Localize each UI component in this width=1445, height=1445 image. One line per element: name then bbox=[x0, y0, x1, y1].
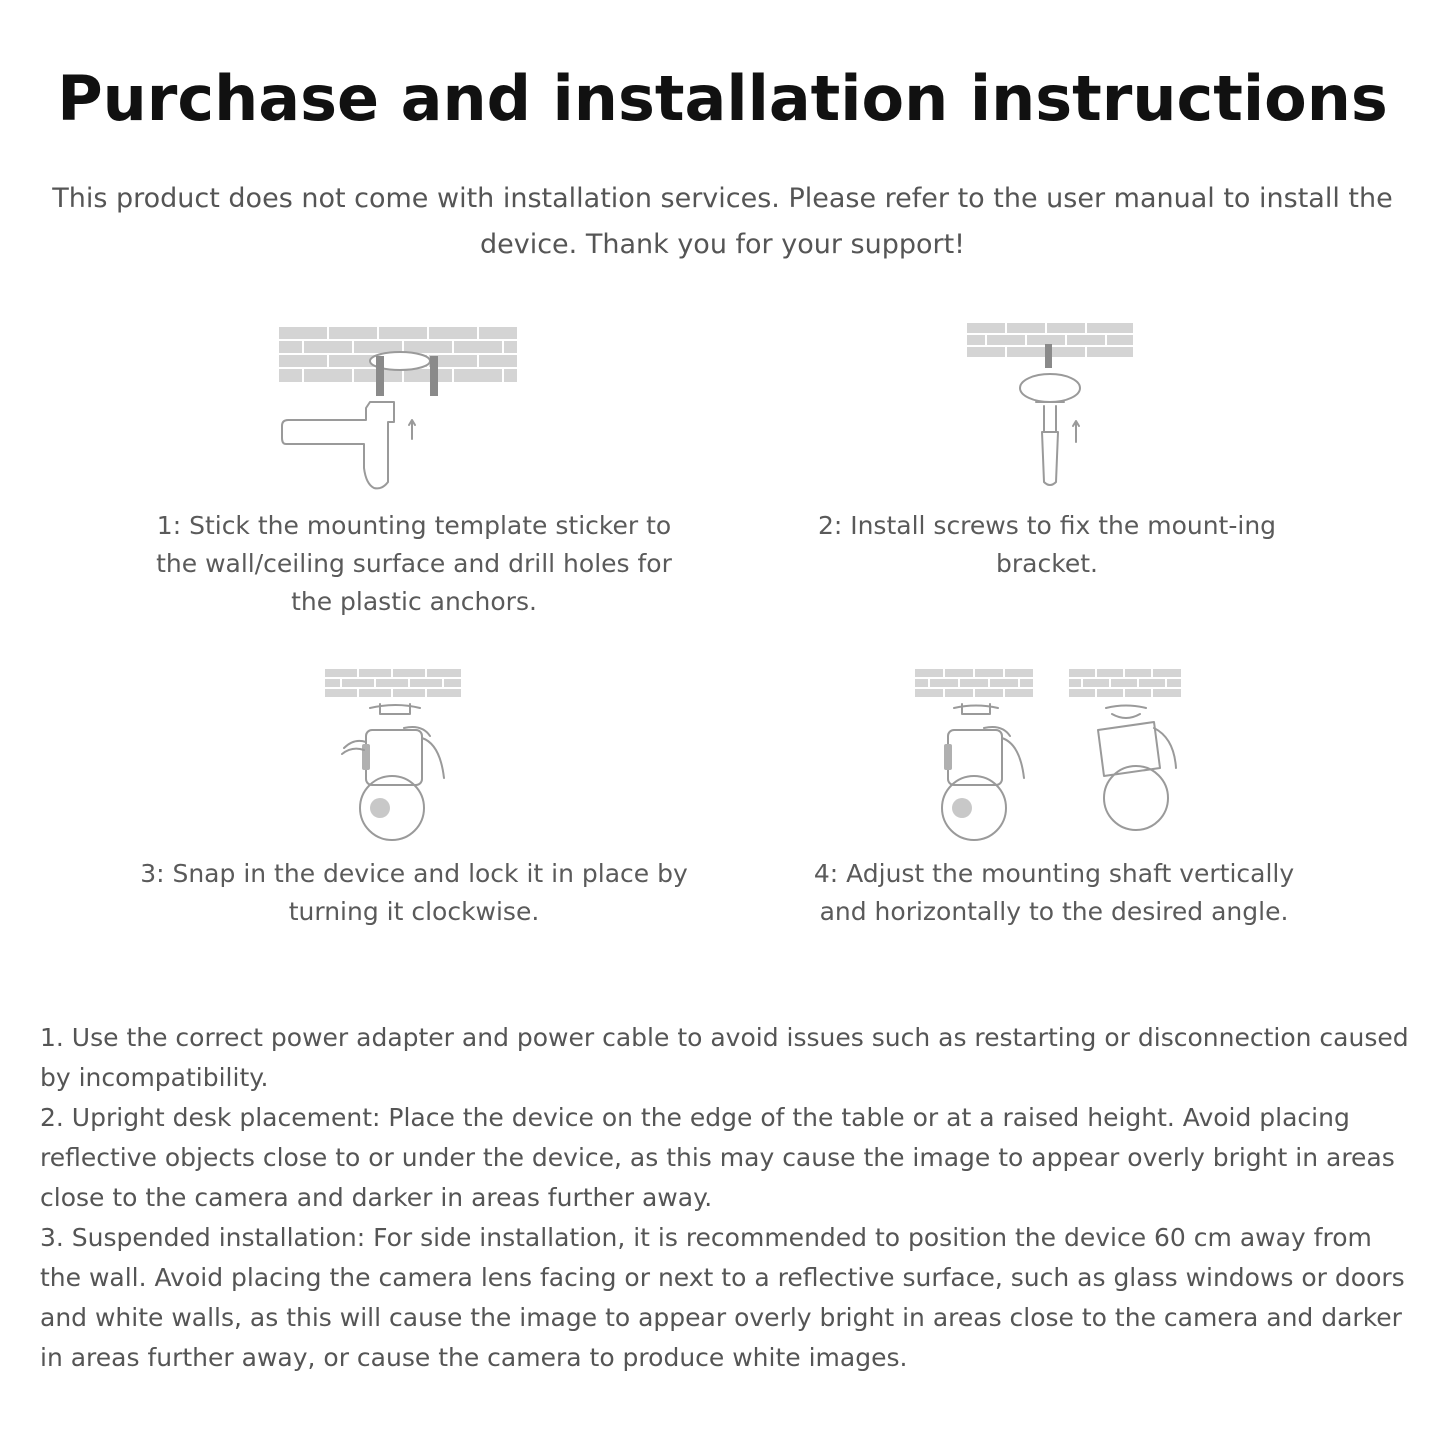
intro-text: This product does not come with installation services. Please refer to the user manual to install the device. Thank you for your support! bbox=[52, 183, 1393, 260]
notes-list bbox=[40, 1018, 1410, 1378]
step-3-caption: 3: Snap in the device and lock it in place by turning it clockwise. bbox=[140, 859, 688, 926]
note-3: 3. Suspended installation: For side installation, it is recommended to position the device 60 cm away from the wall. Avoid placing the camera lens facing or next to a reflective surface, such as glass windows or doors and white walls, as this will cause the image to appear overly bright in areas close to the camera and darker in areas further away, or cause the camera to produce white images. bbox=[40, 1223, 1405, 1372]
step-2-caption: 2: Install screws to fix the mount-ing bracket. bbox=[817, 511, 1277, 578]
snap-device-illustration bbox=[324, 668, 464, 843]
note-2: 2. Upright desk placement: Place the device on the edge of the table or at a raised height. Avoid placing reflective objects close to or under the device, as this may cause the image to appear overly bright in areas close to the camera and darker in areas further away. bbox=[40, 1103, 1395, 1212]
step-4-caption: 4: Adjust the mounting shaft vertically and horizontally to the desired angle. bbox=[813, 859, 1295, 926]
drill-anchors-illustration bbox=[278, 326, 520, 491]
note-1: 1. Use the correct power adapter and power cable to avoid issues such as restarting or disconnection caused by incompatibility. bbox=[40, 1023, 1409, 1092]
page-title: Purchase and installation instructions bbox=[57, 62, 1388, 135]
step-1-caption: 1: Stick the mounting template sticker to the wall/ceiling surface and drill holes for the plastic anchors. bbox=[156, 511, 672, 616]
screwdriver-bracket-illustration bbox=[966, 322, 1136, 492]
adjust-shaft-illustration bbox=[914, 668, 1186, 843]
